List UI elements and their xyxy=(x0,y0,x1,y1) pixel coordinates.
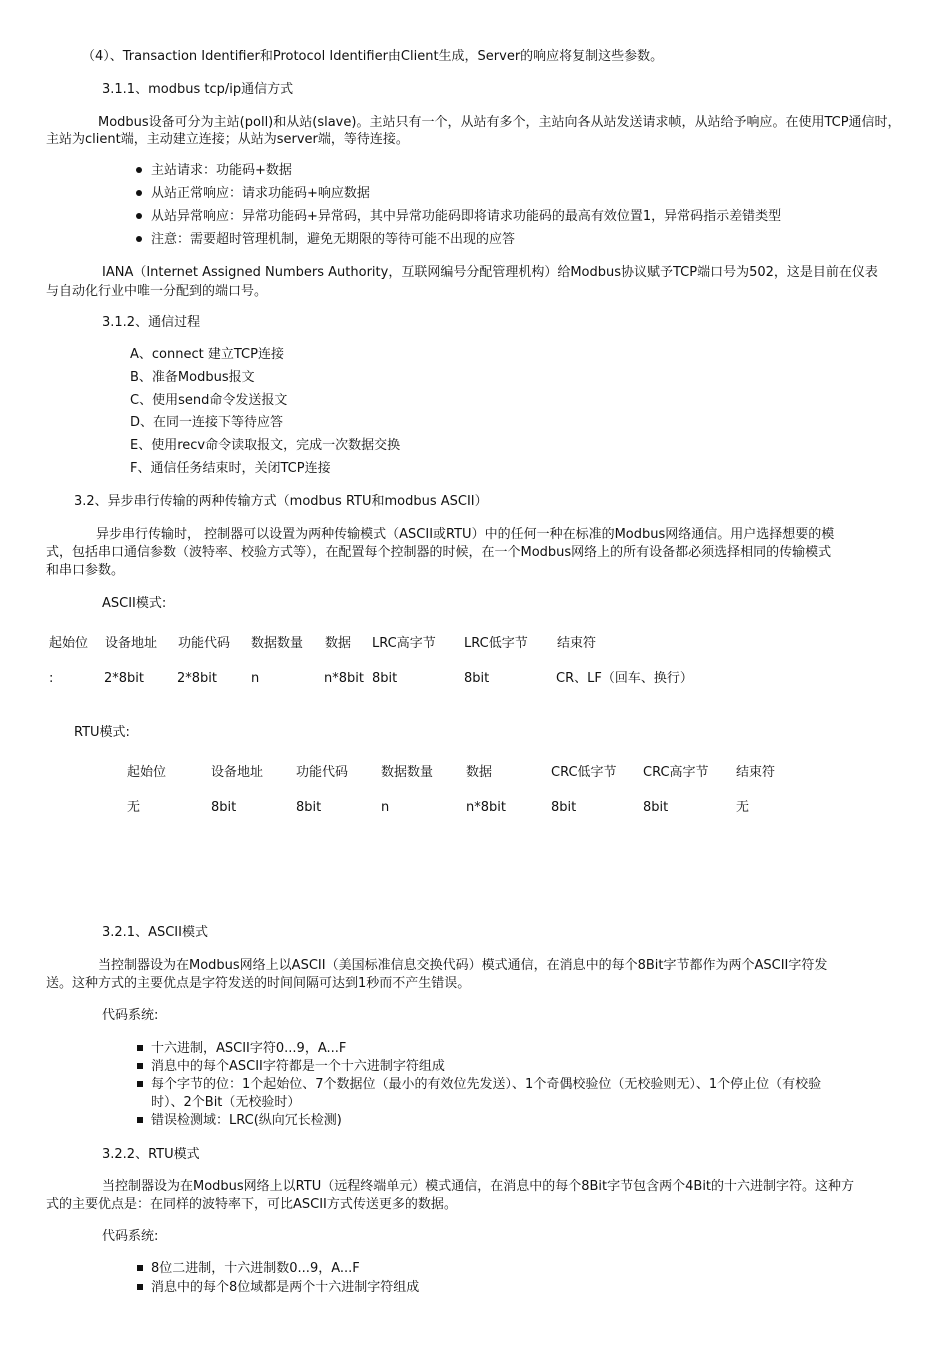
paragraph-serial-line3: 和串口参数。 xyxy=(46,563,125,578)
table-header-cell: LRC低字节 xyxy=(464,636,528,651)
bullet-dot-icon xyxy=(136,213,142,219)
heading-3-2-2: 3.2.2、RTU模式 xyxy=(102,1147,200,1162)
step-item: A、connect 建立TCP连接 xyxy=(130,347,284,362)
table-cell: 2*8bit xyxy=(177,671,218,686)
paragraph-ascii-line2: 送。这种方式的主要优点是字符发送的时间间隔可达到1秒而不产生错误。 xyxy=(46,976,471,991)
paragraph-rtu-line2: 式的主要优点是：在同样的波特率下，可比ASCII方式传送更多的数据。 xyxy=(46,1197,457,1212)
table-header-cell: LRC高字节 xyxy=(372,636,436,651)
paragraph-modbus-devices-line2: 主站为client端，主动建立连接；从站为server端，等待连接。 xyxy=(46,132,409,147)
table-cell: 8bit xyxy=(211,800,237,815)
table-cell: 8bit xyxy=(643,800,669,815)
heading-3-2: 3.2、异步串行传输的两种传输方式（modbus RTU和modbus ASCII） xyxy=(74,494,488,509)
table-header-cell: 数据 xyxy=(466,765,493,780)
step-item: D、在同一连接下等待应答 xyxy=(130,415,284,430)
paragraph-ascii-line1: 当控制器设为在Modbus网络上以ASCII（美国标准信息交换代码）模式通信，在消息中的每个8Bit字节都作为两个ASCII字符发 xyxy=(98,958,828,973)
bullet-square-icon xyxy=(137,1081,143,1087)
table-cell: 8bit xyxy=(372,671,398,686)
paragraph-iana-line2: 与自动化行业中唯一分配到的端口号。 xyxy=(46,284,268,299)
table-header-cell: 数据数量 xyxy=(251,636,304,651)
paragraph-serial-line1: 异步串行传输时， 控制器可以设置为两种传输模式（ASCII或RTU）中的任何一种在标准的Modbus网络通信。用户选择想要的模 xyxy=(96,527,835,542)
paragraph-modbus-devices-line1: Modbus设备可分为主站(poll)和从站(slave)。主站只有一个，从站有多个，主站向各从站发送请求帧，从站给予响应。在使用TCP通信时， xyxy=(98,115,901,130)
ascii-mode-label: ASCII模式: xyxy=(102,596,167,611)
paragraph-rtu-line1: 当控制器设为在Modbus网络上以RTU（远程终端单元）模式通信，在消息中的每个8Bit字节包含两个4Bit的十六进制字符。这种方 xyxy=(102,1179,855,1194)
table-cell: 8bit xyxy=(464,671,490,686)
list-item: 错误检测域：LRC(纵向冗长检测) xyxy=(151,1113,342,1128)
table-header-cell: CRC高字节 xyxy=(643,765,709,780)
intro-line: （4）、Transaction Identifier和Protocol Identifier由Client生成，Server的响应将复制这些参数。 xyxy=(82,49,664,64)
table-header-cell: 数据 xyxy=(325,636,352,651)
code-system-label: 代码系统: xyxy=(102,1008,159,1023)
list-item: 主站请求：功能码+数据 xyxy=(151,163,292,178)
bullet-square-icon xyxy=(137,1265,143,1271)
list-item: 十六进制，ASCII字符0...9，A...F xyxy=(151,1041,347,1056)
list-item: 注意：需要超时管理机制，避免无期限的等待可能不出现的应答 xyxy=(151,232,516,247)
table-header-cell: 结束符 xyxy=(736,765,776,780)
heading-3-1-1: 3.1.1、modbus tcp/ip通信方式 xyxy=(102,82,294,97)
table-cell: 无 xyxy=(127,800,141,815)
list-item: 8位二进制，十六进制数0...9，A...F xyxy=(151,1261,360,1276)
paragraph-serial-line2: 式，包括串口通信参数（波特率、校验方式等），在配置每个控制器的时候，在一个Modbus网络上的所有设备都必须选择相同的传输模式 xyxy=(46,545,832,560)
bullet-dot-icon xyxy=(136,167,142,173)
table-cell: CR、LF（回车、换行） xyxy=(556,671,693,686)
step-item: F、通信任务结束时，关闭TCP连接 xyxy=(130,461,331,476)
bullet-square-icon xyxy=(137,1063,143,1069)
bullet-square-icon xyxy=(137,1045,143,1051)
table-cell: : xyxy=(49,671,54,686)
table-header-cell: 功能代码 xyxy=(296,765,349,780)
bullet-dot-icon xyxy=(136,236,142,242)
table-cell: 2*8bit xyxy=(104,671,145,686)
list-item: 从站异常响应：异常功能码+异常码，其中异常功能码即将请求功能码的最高有效位置1，异常码指示差错类型 xyxy=(151,209,782,224)
table-header-cell: 功能代码 xyxy=(178,636,231,651)
step-item: B、准备Modbus报文 xyxy=(130,370,255,385)
bullet-square-icon xyxy=(137,1284,143,1290)
table-header-cell: CRC低字节 xyxy=(551,765,617,780)
table-cell: 8bit xyxy=(551,800,577,815)
table-cell: n xyxy=(251,671,260,686)
list-item: 消息中的每个8位域都是两个十六进制字符组成 xyxy=(151,1280,420,1295)
table-header-cell: 起始位 xyxy=(127,765,167,780)
table-cell: n*8bit xyxy=(466,800,506,815)
heading-3-1-2: 3.1.2、通信过程 xyxy=(102,315,201,330)
code-system-label: 代码系统: xyxy=(102,1229,159,1244)
table-cell: 无 xyxy=(736,800,750,815)
table-cell: n*8bit xyxy=(324,671,364,686)
bullet-dot-icon xyxy=(136,190,142,196)
step-item: C、使用send命令发送报文 xyxy=(130,393,288,408)
list-item: 消息中的每个ASCII字符都是一个十六进制字符组成 xyxy=(151,1059,445,1074)
paragraph-iana-line1: IANA（Internet Assigned Numbers Authority，互联网编号分配管理机构）给Modbus协议赋予TCP端口号为502，这是目前在仪表 xyxy=(102,265,878,280)
list-item: 每个字节的位：1个起始位、7个数据位（最小的有效位先发送）、1个奇偶校验位（无校验则无）、1个停止位（有校验 xyxy=(151,1077,822,1092)
table-header-cell: 起始位 xyxy=(49,636,89,651)
heading-3-2-1: 3.2.1、ASCII模式 xyxy=(102,925,208,940)
bullet-square-icon xyxy=(137,1117,143,1123)
list-item: 从站正常响应：请求功能码+响应数据 xyxy=(151,186,370,201)
table-cell: 8bit xyxy=(296,800,322,815)
step-item: E、使用recv命令读取报文，完成一次数据交换 xyxy=(130,438,401,453)
table-cell: n xyxy=(381,800,390,815)
table-header-cell: 设备地址 xyxy=(211,765,264,780)
rtu-mode-label: RTU模式: xyxy=(74,725,130,740)
table-header-cell: 结束符 xyxy=(557,636,597,651)
list-item-continuation: 时）、2个Bit（无校验时） xyxy=(151,1095,301,1110)
table-header-cell: 数据数量 xyxy=(381,765,434,780)
table-header-cell: 设备地址 xyxy=(105,636,158,651)
